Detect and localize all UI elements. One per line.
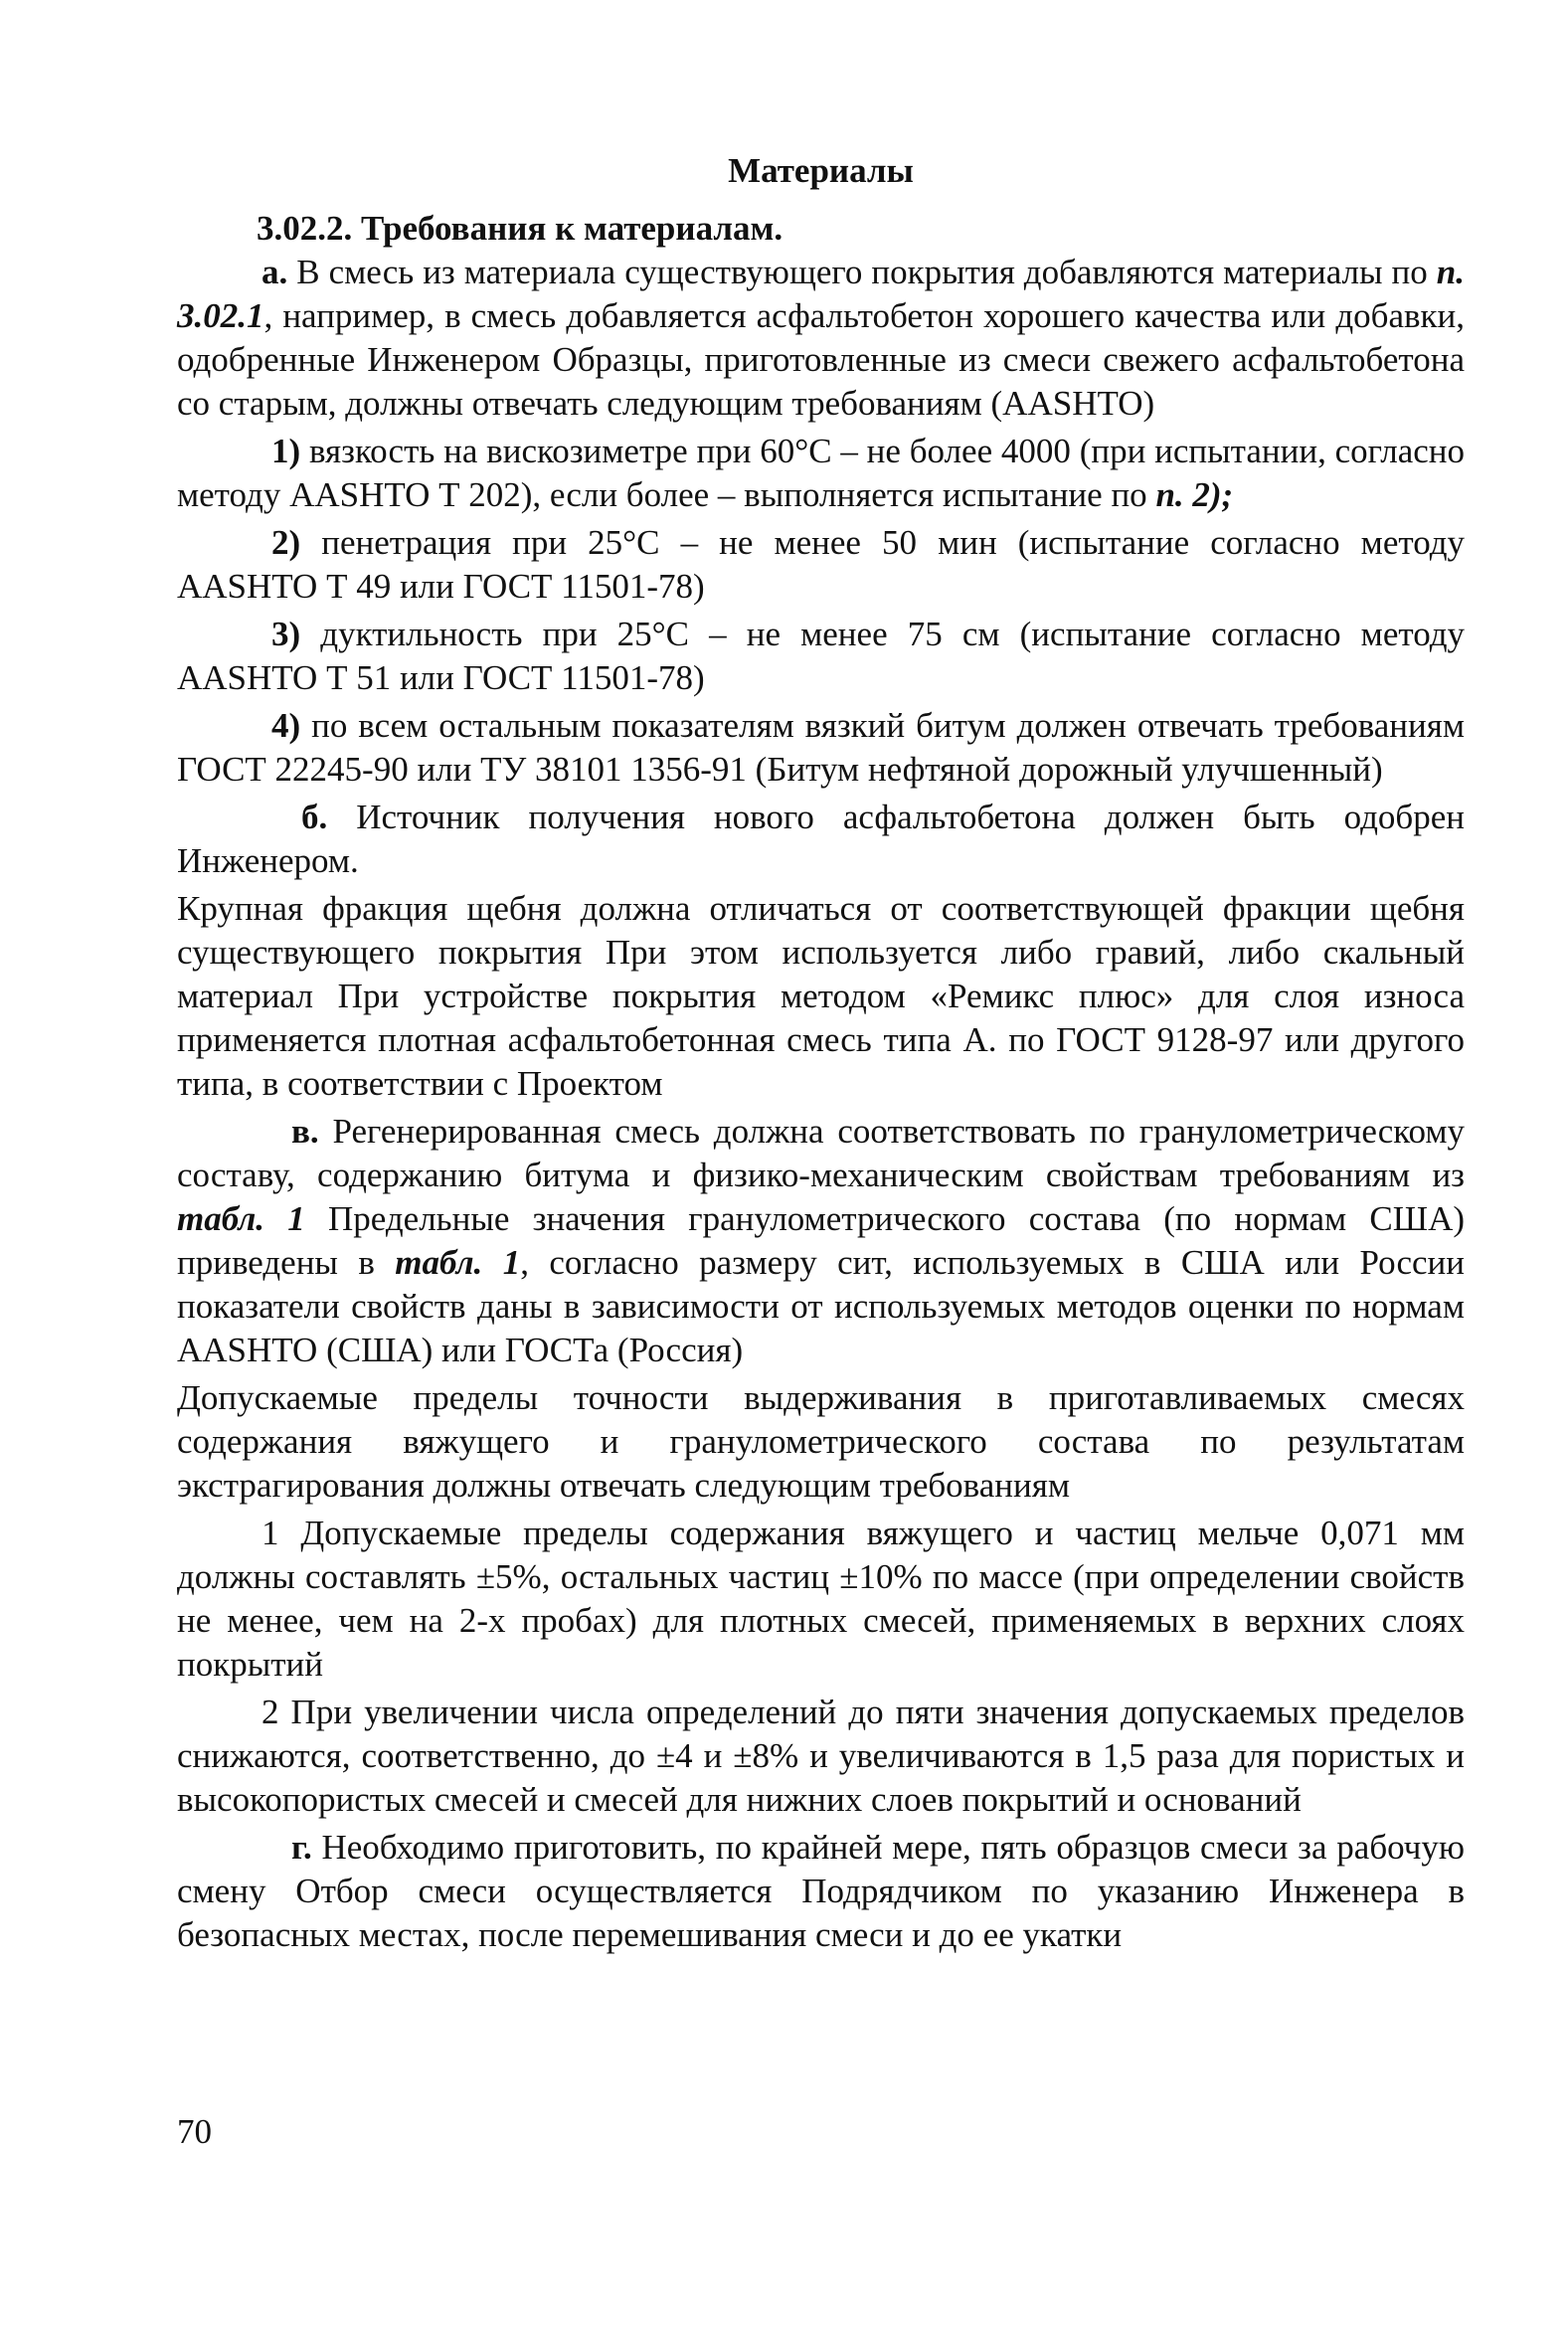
- paragraph-v: [177, 1110, 1465, 1372]
- requirement-2: [177, 521, 1465, 609]
- requirement-2-text: пенетрация при 25°С – не менее 50 мин (испытание согласно методу AASHTO Т 49 или ГОСТ 11501-78): [177, 523, 1465, 606]
- requirement-1-reference: п. 2);: [1155, 475, 1234, 514]
- paragraph-v-text-3: , согласно размеру сит, используемых в США или России показатели свойств даны в зависимости от используемых методов оценки по нормам AASHTO (США) или ГОСТа (Россия): [177, 1243, 1465, 1369]
- item-marker-b: б.: [301, 798, 328, 836]
- paragraph-a-text-2: , например, в смесь добавляется асфальтобетон хорошего качества или добавки, одобренные Инженером Образцы, приготовленные из смеси свежего асфальтобетона со старым, должны отвечать следующим требованиям (AASHTO): [177, 296, 1465, 423]
- paragraph-b: [177, 796, 1465, 883]
- requirement-4: [177, 704, 1465, 792]
- paragraph-b-text: Источник получения нового асфальтобетона должен быть одобрен Инженером.: [177, 798, 1465, 880]
- paragraph-g: [177, 1826, 1465, 1957]
- paragraph-v-text-2: Предельные значения гранулометрического состава (по нормам США) приведены в: [177, 1199, 1465, 1282]
- page-number: 70: [177, 2112, 212, 2151]
- page-body: [177, 149, 1465, 1957]
- requirement-2-marker: 2): [271, 523, 301, 562]
- requirement-1-text: вязкость на вискозиметре при 60°С – не более 4000 (при испытании, согласно методу AASHTO Т 202), если более – выполняется испытание по: [177, 432, 1465, 514]
- clause-reference: п. 3.02.1: [177, 253, 1465, 335]
- requirement-3: [177, 613, 1465, 700]
- paragraph-a: [177, 251, 1465, 426]
- requirement-1-marker: 1): [271, 432, 301, 470]
- item-marker-g: г.: [291, 1828, 312, 1867]
- section-title: Материалы: [728, 151, 914, 190]
- table-reference-1: табл. 1: [177, 1199, 305, 1238]
- paragraph-v-text-1: Регенерированная смесь должна соответствовать по гранулометрическому составу, содержанию битума и физико-механическим свойствам требованиям из: [177, 1112, 1465, 1194]
- paragraph-tolerances: Допускаемые пределы точности выдерживания в приготавливаемых смесях содержания вяжущего и гранулометрического состава по результатам экстрагирования должны отвечать следующим требованиям: [177, 1378, 1465, 1505]
- requirement-1: [177, 430, 1465, 517]
- note-1: 1 Допускаемые пределы содержания вяжущего и частиц мельче 0,071 мм должны составлять ±5%, остальных частиц ±10% по массе (при определении свойств не менее, чем на 2-х пробах) для плотных смесей, применяемых в верхних слоях покрытий: [177, 1514, 1465, 1684]
- note-2: 2 При увеличении числа определений до пяти значения допускаемых пределов снижаются, соответственно, до ±4 и ±8% и увеличиваются в 1,5 раза для пористых и высокопористых смесей и смесей для нижних слоев покрытий и оснований: [177, 1693, 1465, 1819]
- requirement-3-text: дуктильность при 25°С – не менее 75 см (испытание согласно методу AASHTO Т 51 или ГОСТ 11501-78): [177, 615, 1465, 697]
- table-reference-2: табл. 1: [395, 1243, 521, 1282]
- requirement-3-marker: 3): [271, 615, 301, 653]
- paragraph-gravel: Крупная фракция щебня должна отличаться от соответствующей фракции щебня существующего покрытия При этом используется либо гравий, либо скальный материал При устройстве покрытия методом «Ремикс плюс» для слоя износа применяется плотная асфальтобетонная смесь типа А. по ГОСТ 9128-97 или другого типа, в соответствии с Проектом: [177, 889, 1465, 1103]
- paragraph-g-text: Необходимо приготовить, по крайней мере, пять образцов смеси за рабочую смену Отбор смеси осуществляется Подрядчиком по указанию Инженера в безопасных местах, после перемешивания смеси и до ее укатки: [177, 1828, 1465, 1954]
- requirement-4-marker: 4): [271, 706, 301, 745]
- subsection-title: 3.02.2. Требования к материалам.: [257, 209, 784, 248]
- item-marker-v: в.: [291, 1112, 319, 1151]
- requirement-4-text: по всем остальным показателям вязкий битум должен отвечать требованиям ГОСТ 22245-90 или ТУ 38101 1356-91 (Битум нефтяной дорожный улучшенный): [177, 706, 1465, 789]
- item-marker-a: а.: [261, 253, 288, 291]
- paragraph-a-text-1: В смесь из материала существующего покрытия добавляются материалы по: [287, 253, 1437, 291]
